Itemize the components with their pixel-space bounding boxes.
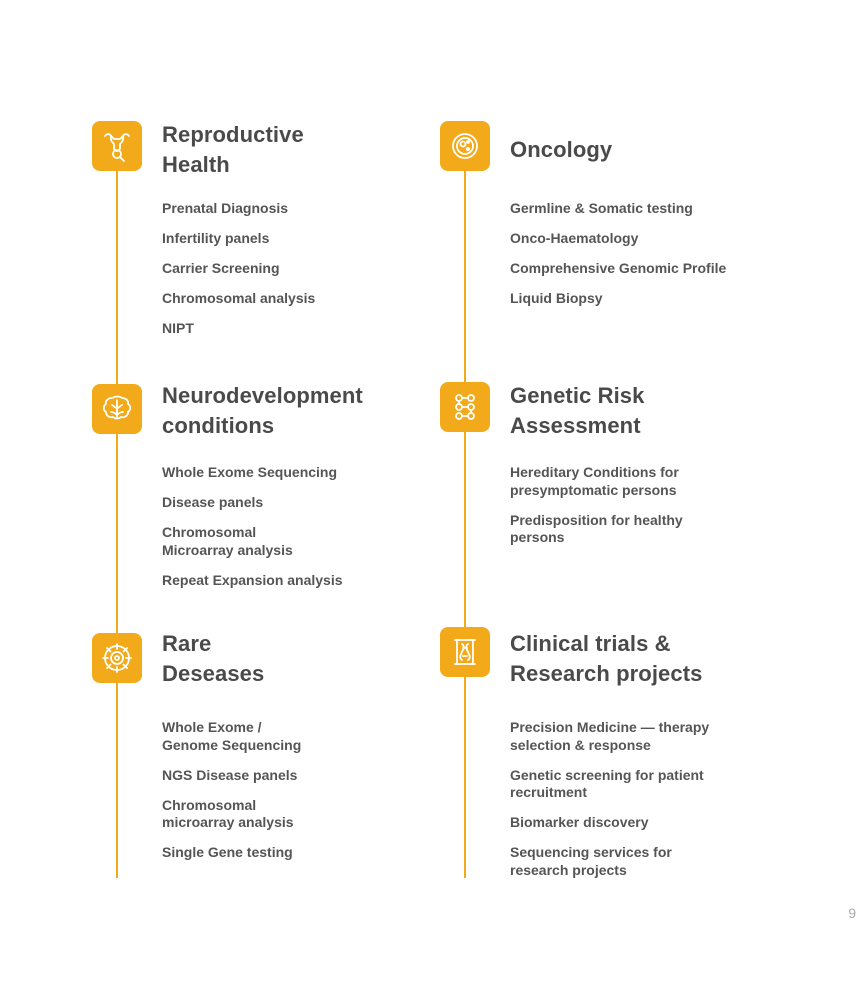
brain-icon: [92, 384, 142, 434]
uterus-magnifier-icon: [92, 121, 142, 171]
section-title: Rare Deseases: [162, 631, 265, 686]
list-item: Disease panels: [162, 494, 264, 510]
list-item: Whole Exome Sequencing: [162, 464, 338, 480]
list-item: Whole Exome / Genome Sequencing: [162, 719, 302, 753]
list-item: Chromosomal microarray analysis: [162, 796, 294, 830]
list-item: Comprehensive Genomic Profile: [510, 260, 727, 276]
section-title: Clinical trials & Research projects: [510, 631, 703, 686]
section-list: [510, 464, 750, 559]
list-item: Biomarker discovery: [510, 814, 649, 830]
virus-target-icon: [92, 633, 142, 683]
list-item: Germline & Somatic testing: [510, 200, 693, 216]
right-timeline-line: [464, 145, 466, 878]
list-item: Precision Medicine — therapy selection & response: [510, 719, 710, 753]
dna-chain-icon: [440, 382, 490, 432]
list-item: NGS Disease panels: [162, 766, 298, 783]
list-item: Onco-Haematology: [510, 230, 639, 246]
section-title: Oncology: [510, 137, 613, 162]
list-item: Repeat Expansion analysis: [162, 571, 343, 588]
section-list: [510, 200, 750, 320]
list-item: Hereditary Conditions for presymptomatic persons: [510, 464, 679, 498]
section-title: Reproductive Health: [162, 122, 304, 177]
page-number: 9: [848, 905, 856, 921]
dna-scroll-icon: [440, 627, 490, 677]
list-item: Carrier Screening: [162, 260, 280, 276]
list-item: Chromosomal Microarray analysis: [162, 524, 293, 558]
section-title: Genetic Risk Assessment: [510, 383, 645, 438]
list-item: Single Gene testing: [162, 844, 293, 860]
section-list: [510, 719, 750, 892]
list-item: Prenatal Diagnosis: [162, 200, 289, 216]
list-item: Sequencing services for research projects: [510, 844, 672, 878]
section-list: [162, 719, 402, 874]
section-list: [162, 464, 402, 602]
left-timeline-line: [116, 145, 118, 878]
section-title: Neurodevelopment conditions: [162, 383, 363, 438]
list-item: Predisposition for healthy persons: [510, 511, 683, 545]
list-item: Liquid Biopsy: [510, 290, 603, 306]
list-item: NIPT: [162, 320, 194, 336]
cell-icon: [440, 121, 490, 171]
list-item: Genetic screening for patient recruitment: [510, 766, 704, 800]
list-item: Infertility panels: [162, 230, 270, 246]
list-item: Chromosomal analysis: [162, 290, 316, 306]
section-list: [162, 200, 402, 350]
